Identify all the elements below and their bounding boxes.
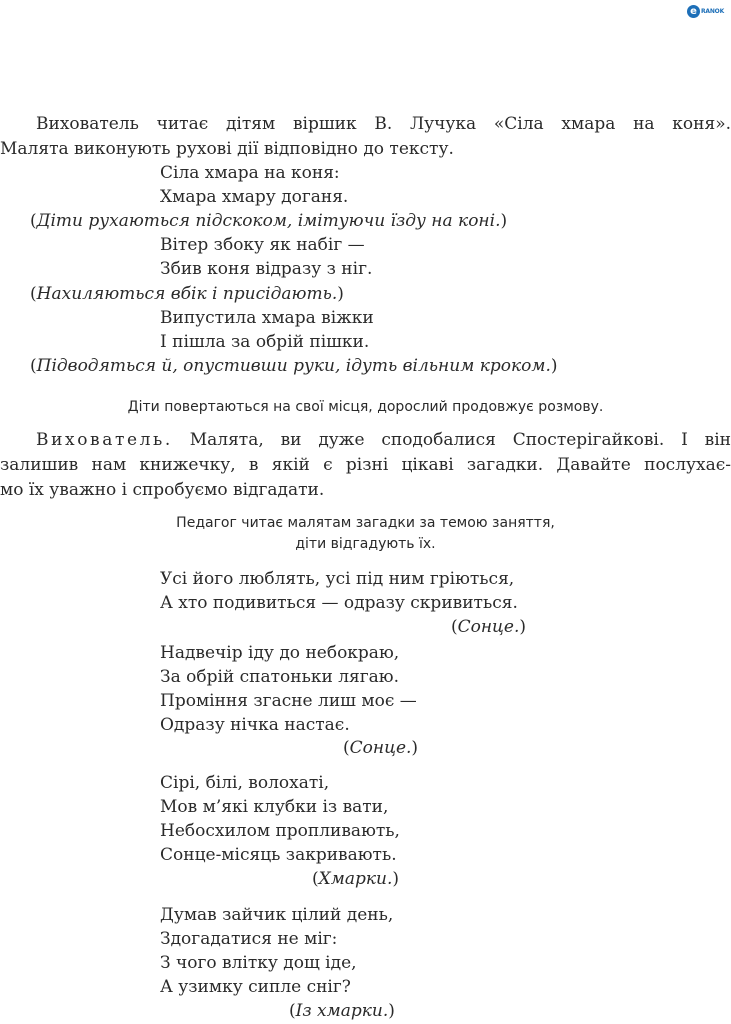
speaker-label: Вихователь. <box>36 430 173 450</box>
riddle-4-line-4: А узимку сипле сніг? <box>160 977 351 997</box>
riddle-3-line-4: Сонце-місяць закривають. <box>160 845 397 865</box>
remark-3-text: Підводяться й, опустивши руки, ідуть вільним кроком. <box>36 356 551 376</box>
riddle-1-line-2: А хто подивиться — одразу скривиться. <box>160 593 518 613</box>
riddle-3-line-3: Небосхилом пропливають, <box>160 821 400 841</box>
remark-2-text: Нахиляються вбік і присідають. <box>36 284 338 304</box>
riddle-2-line-4: Одразу нічка настає. <box>160 715 350 735</box>
stage-note-2-line-2: діти відгадують їх. <box>295 536 436 552</box>
poem-line-4: Збив коня відразу з ніг. <box>160 259 373 279</box>
remark-1-text: Діти рухаються підскоком, імітуючи їзду на коні. <box>36 211 501 231</box>
riddle-3-answer: (Хмарки.) <box>312 869 400 889</box>
remark-1: (Діти рухаються підскоком, імітуючи їзду на коні.) <box>30 211 508 231</box>
dialogue-line-3: мо їх уважно і спробуємо відгадати. <box>0 480 325 500</box>
poem-line-6: І пішла за обрій пішки. <box>160 332 370 352</box>
dialogue-line-1 <box>0 429 731 451</box>
poem-line-3: Вітер збоку як набіг — <box>160 235 365 255</box>
riddle-2-line-1: Надвечір іду до небокраю, <box>160 643 400 663</box>
publisher-logo <box>687 3 727 19</box>
poem-line-5: Випустила хмара віжки <box>160 308 374 328</box>
remark-3: (Підводяться й, опустивши руки, ідуть вільним кроком.) <box>30 356 558 376</box>
riddle-3-line-2: Мов м’які клубки із вати, <box>160 797 389 817</box>
riddle-2-answer: (Сонце.) <box>343 738 419 758</box>
riddle-2-line-3: Проміння згасне лиш моє — <box>160 691 417 711</box>
riddle-1-answer-text: Сонце. <box>457 617 520 637</box>
remark-2: (Нахиляються вбік і присідають.) <box>30 284 344 304</box>
riddle-4-answer: (Із хмарки.) <box>289 1001 395 1021</box>
riddle-3-answer-text: Хмарки. <box>318 869 393 889</box>
riddle-3-line-1: Сірі, білі, волохаті, <box>160 773 330 793</box>
intro-line-1: Вихователь читає дітям віршик В. Лучука «Сіла хмара на коня». <box>36 114 731 134</box>
riddle-1-line-1: Усі його люблять, усі під ним гріються, <box>160 569 515 589</box>
dialogue-line-2: залишив нам книжечку, в якій є різні цікаві загадки. Давайте послухає- <box>0 455 731 475</box>
riddle-4-line-1: Думав зайчик цілий день, <box>160 905 394 925</box>
riddle-4-line-2: Здогадатися не міг: <box>160 929 338 949</box>
logo-text: RANOK <box>701 7 725 15</box>
poem-line-2: Хмара хмару доганя. <box>160 187 349 207</box>
stage-note-1: Діти повертаються на свої місця, дорослий продовжує розмову. <box>127 399 604 415</box>
riddle-2-answer-text: Сонце. <box>349 738 412 758</box>
logo-mark-icon: e <box>687 5 700 18</box>
dialogue-line-1-text: Малята, ви дуже сподобалися Спостерігайкові. І він <box>172 430 731 450</box>
riddle-4-answer-text: Із хмарки. <box>295 1001 389 1021</box>
intro-line-2: Малята виконують рухові дії відповідно до тексту. <box>0 139 454 159</box>
poem-line-1: Сіла хмара на коня: <box>160 163 340 183</box>
riddle-1-answer: (Сонце.) <box>450 617 526 637</box>
riddle-2-line-2: За обрій спатоньки лягаю. <box>160 667 399 687</box>
riddle-4-line-3: З чого влітку дощ іде, <box>160 953 357 973</box>
stage-note-2-line-1: Педагог читає малятам загадки за темою заняття, <box>176 515 555 531</box>
